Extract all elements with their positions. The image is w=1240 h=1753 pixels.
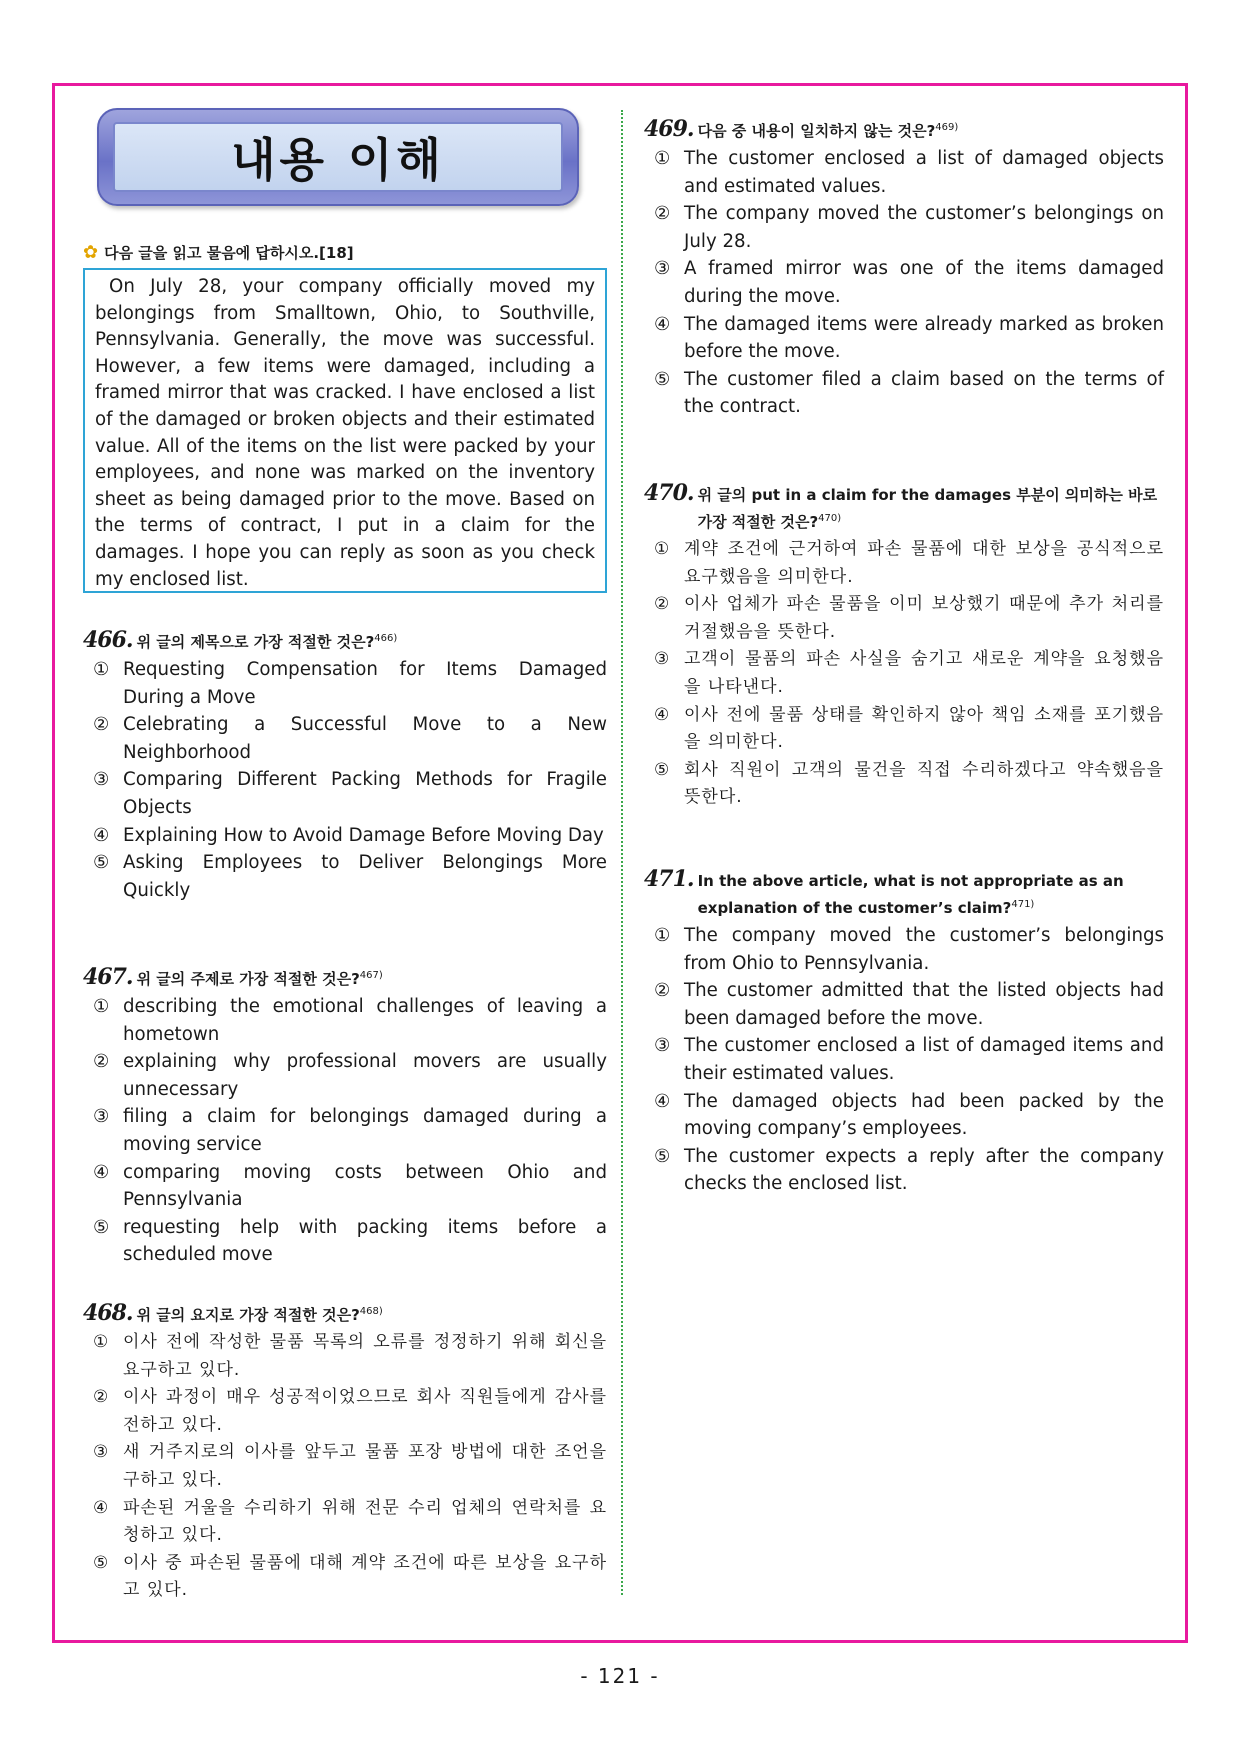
option-marker: ① (93, 659, 110, 680)
question-text: 위 글의 요지로 가장 적절한 것은? (136, 1306, 360, 1324)
column-divider (621, 110, 623, 1595)
option-marker: ① (654, 148, 671, 169)
option-marker: ③ (654, 649, 671, 670)
option-text: Comparing Different Packing Methods for Fragile Objects (123, 769, 607, 818)
question-header (83, 964, 607, 991)
option-marker: ⑤ (93, 852, 110, 874)
question-prompt (137, 1300, 607, 1327)
option-text: 계약 조건에 근거하여 파손 물품에 대한 보상을 공식적으로 요구했음을 의미한다. (684, 539, 1164, 587)
question-prompt (698, 483, 1164, 534)
option-marker: ③ (654, 1035, 671, 1057)
option-marker: ③ (654, 258, 671, 280)
option-marker: ① (654, 925, 671, 946)
question-469 (644, 116, 1164, 421)
option-4[interactable] (644, 311, 1164, 366)
option-4[interactable] (644, 702, 1164, 757)
option-marker: ④ (654, 704, 671, 725)
option-marker: ① (93, 996, 110, 1017)
option-text: The damaged objects had been packed by the moving company’s employees. (684, 1090, 1164, 1140)
option-marker: ④ (654, 1090, 671, 1112)
option-4[interactable] (83, 1495, 607, 1550)
option-text: The company moved the customer’s belongings on July 28. (684, 203, 1164, 252)
option-marker: ② (93, 1051, 110, 1073)
option-5[interactable] (83, 849, 607, 904)
option-text: The customer filed a claim based on the terms of the contract. (684, 368, 1164, 418)
option-marker: ③ (93, 769, 110, 791)
option-text: The customer expects a reply after the company checks the enclosed list. (684, 1145, 1164, 1195)
option-text: Celebrating a Successful Move to a New Neighborhood (123, 714, 607, 763)
option-text: The customer admitted that the listed objects had been damaged before the move. (684, 980, 1164, 1029)
option-marker: ④ (93, 824, 110, 846)
question-number: 471. (644, 866, 694, 892)
option-4[interactable] (644, 1088, 1164, 1143)
option-text: describing the emotional challenges of leaving a hometown (123, 996, 607, 1045)
question-number: 468. (83, 1300, 133, 1326)
option-marker: ⑤ (654, 759, 671, 780)
option-1[interactable] (83, 993, 607, 1048)
question-468 (83, 1300, 607, 1605)
footnote-marker: 466) (374, 633, 398, 644)
option-marker: ② (93, 714, 110, 736)
option-list (83, 1329, 607, 1605)
question-header (644, 116, 1164, 143)
option-marker: ③ (93, 1106, 110, 1128)
option-1[interactable] (83, 656, 607, 711)
option-2[interactable] (644, 591, 1164, 646)
option-marker: ② (654, 594, 671, 615)
footnote-marker: 467) (359, 970, 383, 981)
option-list (644, 536, 1164, 812)
question-prompt (137, 964, 607, 991)
footnote-marker: 469) (935, 122, 959, 133)
option-3[interactable] (644, 646, 1164, 701)
option-5[interactable] (644, 757, 1164, 812)
question-text: 다음 중 내용이 일치하지 않는 것은? (697, 122, 936, 140)
question-number: 469. (644, 116, 694, 142)
question-470 (644, 481, 1164, 812)
question-text: In the above article, what is not appropriate as an explanation of the customer’s claim? (697, 872, 1124, 917)
option-2[interactable] (83, 1048, 607, 1103)
question-prompt (698, 869, 1164, 920)
option-5[interactable] (83, 1550, 607, 1605)
section-banner-inner (113, 122, 563, 192)
option-text: comparing moving costs between Ohio and Pennsylvania (123, 1161, 607, 1211)
option-3[interactable] (644, 255, 1164, 310)
option-2[interactable] (83, 711, 607, 766)
option-text: requesting help with packing items before a scheduled move (123, 1216, 607, 1266)
option-text: 이사 전에 물품 상태를 확인하지 않아 책임 소재를 포기했음을 의미한다. (684, 704, 1164, 753)
question-text: 위 글의 제목으로 가장 적절한 것은? (136, 633, 375, 651)
option-text: filing a claim for belongings damaged during a moving service (123, 1106, 607, 1155)
option-text: A framed mirror was one of the items damaged during the move. (684, 258, 1164, 307)
option-2[interactable] (644, 977, 1164, 1032)
question-prompt (137, 627, 607, 654)
option-3[interactable] (83, 1439, 607, 1494)
option-text: 회사 직원이 고객의 물건을 직접 수리하겠다고 약속했음을 뜻한다. (684, 759, 1164, 808)
question-471 (644, 867, 1164, 1198)
option-1[interactable] (83, 1329, 607, 1384)
option-3[interactable] (644, 1032, 1164, 1087)
option-text: The company moved the customer’s belongings from Ohio to Pennsylvania. (684, 925, 1164, 974)
question-prompt (698, 116, 1164, 143)
option-marker: ⑤ (93, 1552, 110, 1573)
option-2[interactable] (83, 1384, 607, 1439)
option-text: 이사 업체가 파손 물품을 이미 보상했기 때문에 추가 처리를 거절했음을 뜻한다. (684, 594, 1164, 642)
option-text: Requesting Compensation for Items Damaged During a Move (123, 659, 607, 708)
option-marker: ④ (93, 1161, 110, 1183)
question-header (83, 627, 607, 654)
question-text: 위 글의 put in a claim for the damages 부분이 의미하는 바로 가장 적절한 것은? (697, 486, 1158, 531)
option-marker: ④ (93, 1497, 110, 1518)
option-text: 이사 전에 작성한 물품 목록의 오류를 정정하기 위해 회신을 요구하고 있다. (123, 1332, 607, 1380)
option-marker: ② (654, 980, 671, 1002)
option-text: 이사 과정이 매우 성공적이었으므로 회사 직원들에게 감사를 전하고 있다. (123, 1387, 607, 1435)
question-number: 466. (83, 627, 133, 653)
question-466 (83, 627, 607, 904)
option-marker: ① (654, 539, 671, 559)
instruction-text: 다음 글을 읽고 물음에 답하시오.[18] (104, 244, 354, 262)
option-text: explaining why professional movers are usually unnecessary (123, 1051, 607, 1100)
option-marker: ⑤ (93, 1216, 110, 1238)
option-marker: ② (93, 1387, 110, 1408)
question-text: 위 글의 주제로 가장 적절한 것은? (136, 970, 360, 988)
section-title: 내용 이해 (231, 133, 445, 187)
question-header (644, 481, 1164, 534)
footnote-marker: 471) (1011, 899, 1035, 910)
page-number: - 121 - (580, 1664, 660, 1688)
question-header (644, 867, 1164, 920)
option-5[interactable] (644, 366, 1164, 421)
option-3[interactable] (83, 1103, 607, 1158)
option-text: The customer enclosed a list of damaged objects and estimated values. (684, 148, 1164, 197)
option-list (644, 922, 1164, 1198)
question-number: 467. (83, 964, 133, 990)
option-text: 이사 중 파손된 물품에 대해 계약 조건에 따른 보상을 요구하고 있다. (123, 1552, 607, 1601)
instruction (83, 242, 354, 263)
option-1[interactable] (644, 145, 1164, 200)
option-3[interactable] (83, 766, 607, 821)
option-marker: ⑤ (654, 368, 671, 390)
option-text: Explaining How to Avoid Damage Before Moving Day (123, 824, 604, 846)
option-text: The damaged items were already marked as broken before the move. (684, 313, 1164, 363)
option-text: 고객이 물품의 파손 사실을 숨기고 새로운 계약을 요청했음을 나타낸다. (684, 649, 1164, 697)
option-text: The customer enclosed a list of damaged items and their estimated values. (684, 1035, 1164, 1084)
option-list (644, 145, 1164, 421)
option-text: Asking Employees to Deliver Belongings More Quickly (123, 852, 607, 901)
option-2[interactable] (644, 200, 1164, 255)
option-5[interactable] (644, 1143, 1164, 1198)
section-banner (97, 108, 579, 206)
option-4[interactable] (83, 822, 607, 850)
footnote-marker: 468) (359, 1306, 383, 1317)
option-1[interactable] (644, 536, 1164, 591)
option-text: 새 거주지로의 이사를 앞두고 물품 포장 방법에 대한 조언을 구하고 있다. (123, 1442, 607, 1490)
flower-icon: ✿ (83, 241, 99, 263)
option-marker: ③ (93, 1442, 110, 1463)
option-1[interactable] (644, 922, 1164, 977)
option-marker: ⑤ (654, 1145, 671, 1167)
option-4[interactable] (83, 1159, 607, 1214)
option-list (83, 993, 607, 1269)
footnote-marker: 470) (818, 513, 842, 524)
question-header (83, 1300, 607, 1327)
question-number: 470. (644, 480, 694, 506)
option-marker: ① (93, 1332, 110, 1352)
option-text: 파손된 거울을 수리하기 위해 전문 수리 업체의 연락처를 요청하고 있다. (123, 1497, 607, 1546)
option-marker: ② (654, 203, 671, 225)
reading-passage: On July 28, your company officially moved my belongings from Smalltown, Ohio, to Southville, Pennsylvania. Generally, the move was successful. However, a few items were damaged, including a framed mirror that was cracked. I have enclosed a list of the damaged or broken objects and their estimated value. All of the items on the list were packed by your employees, and none was marked on the inventory sheet as being damaged prior to the move. Based on the terms of contract, I put in a claim for the damages. I hope you can reply as soon as you check my enclosed list. (83, 268, 607, 593)
option-list (83, 656, 607, 904)
option-5[interactable] (83, 1214, 607, 1269)
option-marker: ④ (654, 313, 671, 335)
question-467 (83, 964, 607, 1269)
